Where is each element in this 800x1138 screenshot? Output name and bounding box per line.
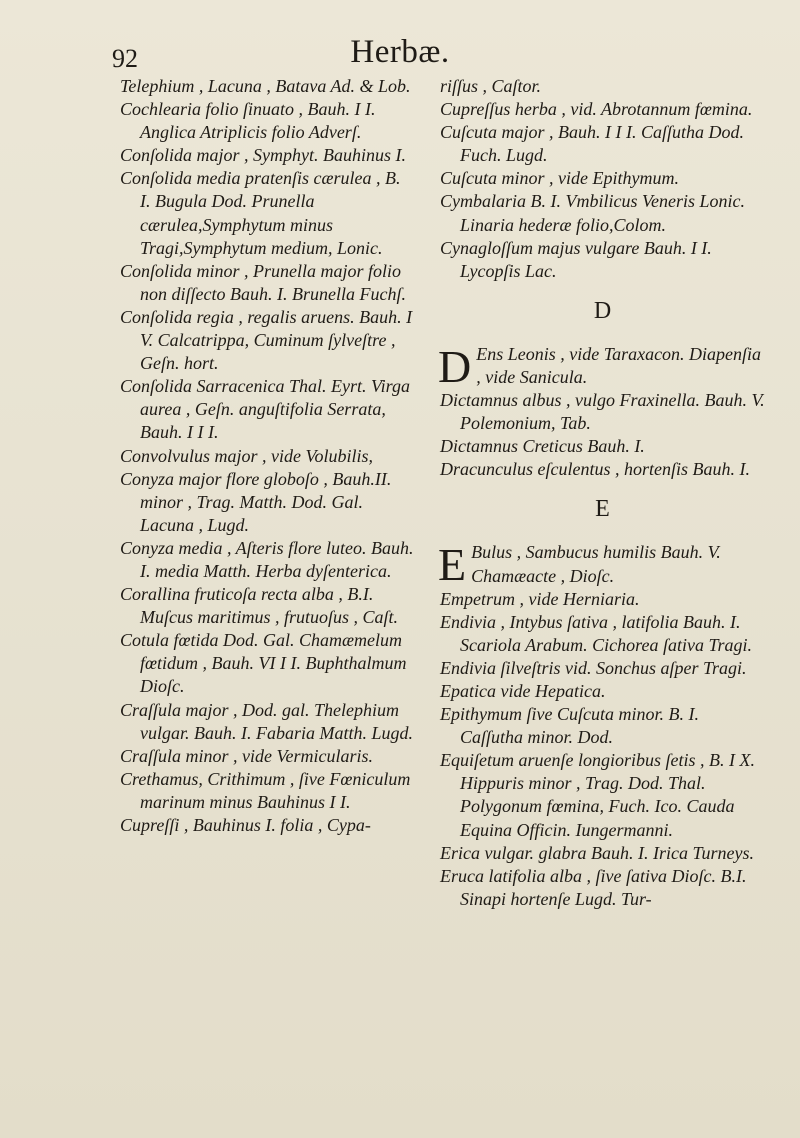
glossary-entry: Equiſetum aruenſe longioribus ſetis , B. I X. Hippuris minor , Trag. Dod. Thal. Polygonum fœmina, Fuch. Ico. Cauda Equina Officin. Iungermanni. bbox=[440, 750, 755, 840]
section-e-entries bbox=[440, 588, 765, 911]
right-column bbox=[440, 75, 765, 911]
glossary-entry: Erica vulgar. glabra Bauh. I. Irica Turneys. bbox=[440, 842, 754, 863]
dropcap-e: E bbox=[438, 539, 467, 591]
glossary-entry: Cochlearia folio ſinuato , Bauh. I I. Anglica Atriplicis folio Adverſ. bbox=[120, 99, 376, 143]
glossary-entry: Endivia ſilveſtris vid. Sonchus aſper Tragi. bbox=[440, 657, 747, 678]
glossary-entry: Cupreſſi , Bauhinus I. folia , Cypa- bbox=[120, 815, 371, 835]
glossary-entry: Epithymum ſive Cuſcuta minor. B. I. Caſſutha minor. Dod. bbox=[440, 704, 699, 748]
left-column bbox=[120, 75, 415, 837]
glossary-entry: Conyza major flore globoſo , Bauh.II. minor , Trag. Matth. Dod. Gal. Lacuna , Lugd. bbox=[120, 468, 392, 535]
glossary-entry: Dracunculus eſculentus , hortenſis Bauh. I. bbox=[440, 459, 750, 480]
glossary-entry: Crethamus, Crithimum , ſive Fœniculum marinum minus Bauhinus I I. bbox=[120, 768, 411, 812]
glossary-entry: Conſolida minor , Prunella major folio non diſſecto Bauh. I. Brunella Fuchſ. bbox=[120, 260, 406, 304]
glossary-entry: Eruca latifolia alba , ſive ſativa Dioſc. B.I. Sinapi hortenſe Lugd. Tur- bbox=[440, 865, 747, 909]
glossary-entry: Conyza media , Aſteris flore luteo. Bauh. I. media Matth. Herba dyſenterica. bbox=[120, 537, 414, 581]
glossary-entry: Endivia , Intybus ſativa , latifolia Bauh. I. Scariola Arabum. Cichorea ſativa Tragi. bbox=[440, 611, 753, 655]
section-e-first-text: Bulus , Sambucus humilis Bauh. V. Chamæacte , Dioſc. bbox=[471, 542, 721, 586]
glossary-entry: Craſſula major , Dod. gal. Thelephium vulgar. Bauh. I. Fabaria Matth. Lugd. bbox=[120, 699, 413, 743]
section-d-first-text: Ens Leonis , vide Taraxacon. Diapenſia , vide Sanicula. bbox=[476, 343, 762, 387]
running-title: Herbæ. bbox=[350, 34, 450, 70]
section-letter-e: E bbox=[595, 496, 610, 523]
glossary-entry: Epatica vide Hepatica. bbox=[440, 680, 606, 701]
right-top-entries bbox=[440, 75, 765, 283]
glossary-entry: Dictamnus albus , vulgo Fraxinella. Bauh. V. Polemonium, Tab. bbox=[440, 390, 765, 434]
section-d-first-entry bbox=[438, 340, 765, 392]
glossary-entry: Convolvulus major , vide Volubilis, bbox=[120, 445, 373, 466]
page-number: 92 bbox=[112, 44, 138, 73]
glossary-entry: Cupreſſus herba , vid. Abrotannum fœmina. bbox=[440, 99, 753, 120]
section-d-entries bbox=[440, 389, 765, 481]
glossary-entry: Conſolida major , Symphyt. Bauhinus I. bbox=[120, 145, 406, 166]
glossary-entry: Dictamnus Creticus Bauh. I. bbox=[440, 436, 645, 457]
glossary-entry: Conſolida Sarracenica Thal. Eyrt. Virga aurea , Geſn. anguſtifolia Serrata, Bauh. I I I. bbox=[120, 376, 410, 443]
glossary-entry: Craſſula minor , vide Vermicularis. bbox=[120, 745, 373, 766]
glossary-entry: Cuſcuta minor , vide Epithymum. bbox=[440, 168, 679, 189]
glossary-entry: Empetrum , vide Herniaria. bbox=[440, 588, 640, 609]
section-letter-d: D bbox=[593, 297, 612, 324]
glossary-entry: riſſus , Caſtor. bbox=[440, 76, 542, 96]
glossary-entry: Telephium , Lacuna , Batava Ad. & Lob. bbox=[120, 76, 411, 96]
glossary-entry: Cotula fœtida Dod. Gal. Chamæmelum fœtidum , Bauh. VI I I. Buphthalmum Dioſc. bbox=[120, 630, 407, 697]
glossary-entry: Conſolida media pratenſis cærulea , B. I. Bugula Dod. Prunella cærulea,Symphytum minus Tragi,Symphytum medium, Lonic. bbox=[120, 168, 401, 258]
glossary-entry: Cuſcuta major , Bauh. I I I. Caſſutha Dod. Fuch. Lugd. bbox=[440, 122, 744, 166]
dropcap-d: D bbox=[438, 340, 472, 392]
glossary-entry: Cymbalaria B. I. Vmbilicus Veneris Lonic. Linaria hederæ folio,Colom. bbox=[440, 191, 745, 235]
glossary-entry: Conſolida regia , regalis aruens. Bauh. I V. Calcatrippa, Cuminum ſylveſtre , Geſn. hort. bbox=[120, 306, 413, 374]
section-e-first-entry bbox=[438, 539, 765, 591]
glossary-entry: Cynagloſſum majus vulgare Bauh. I I. Lycopſis Lac. bbox=[440, 237, 712, 281]
glossary-entry: Corallina fruticoſa recta alba , B.I. Muſcus maritimus , frutuoſus , Caſt. bbox=[120, 584, 399, 628]
